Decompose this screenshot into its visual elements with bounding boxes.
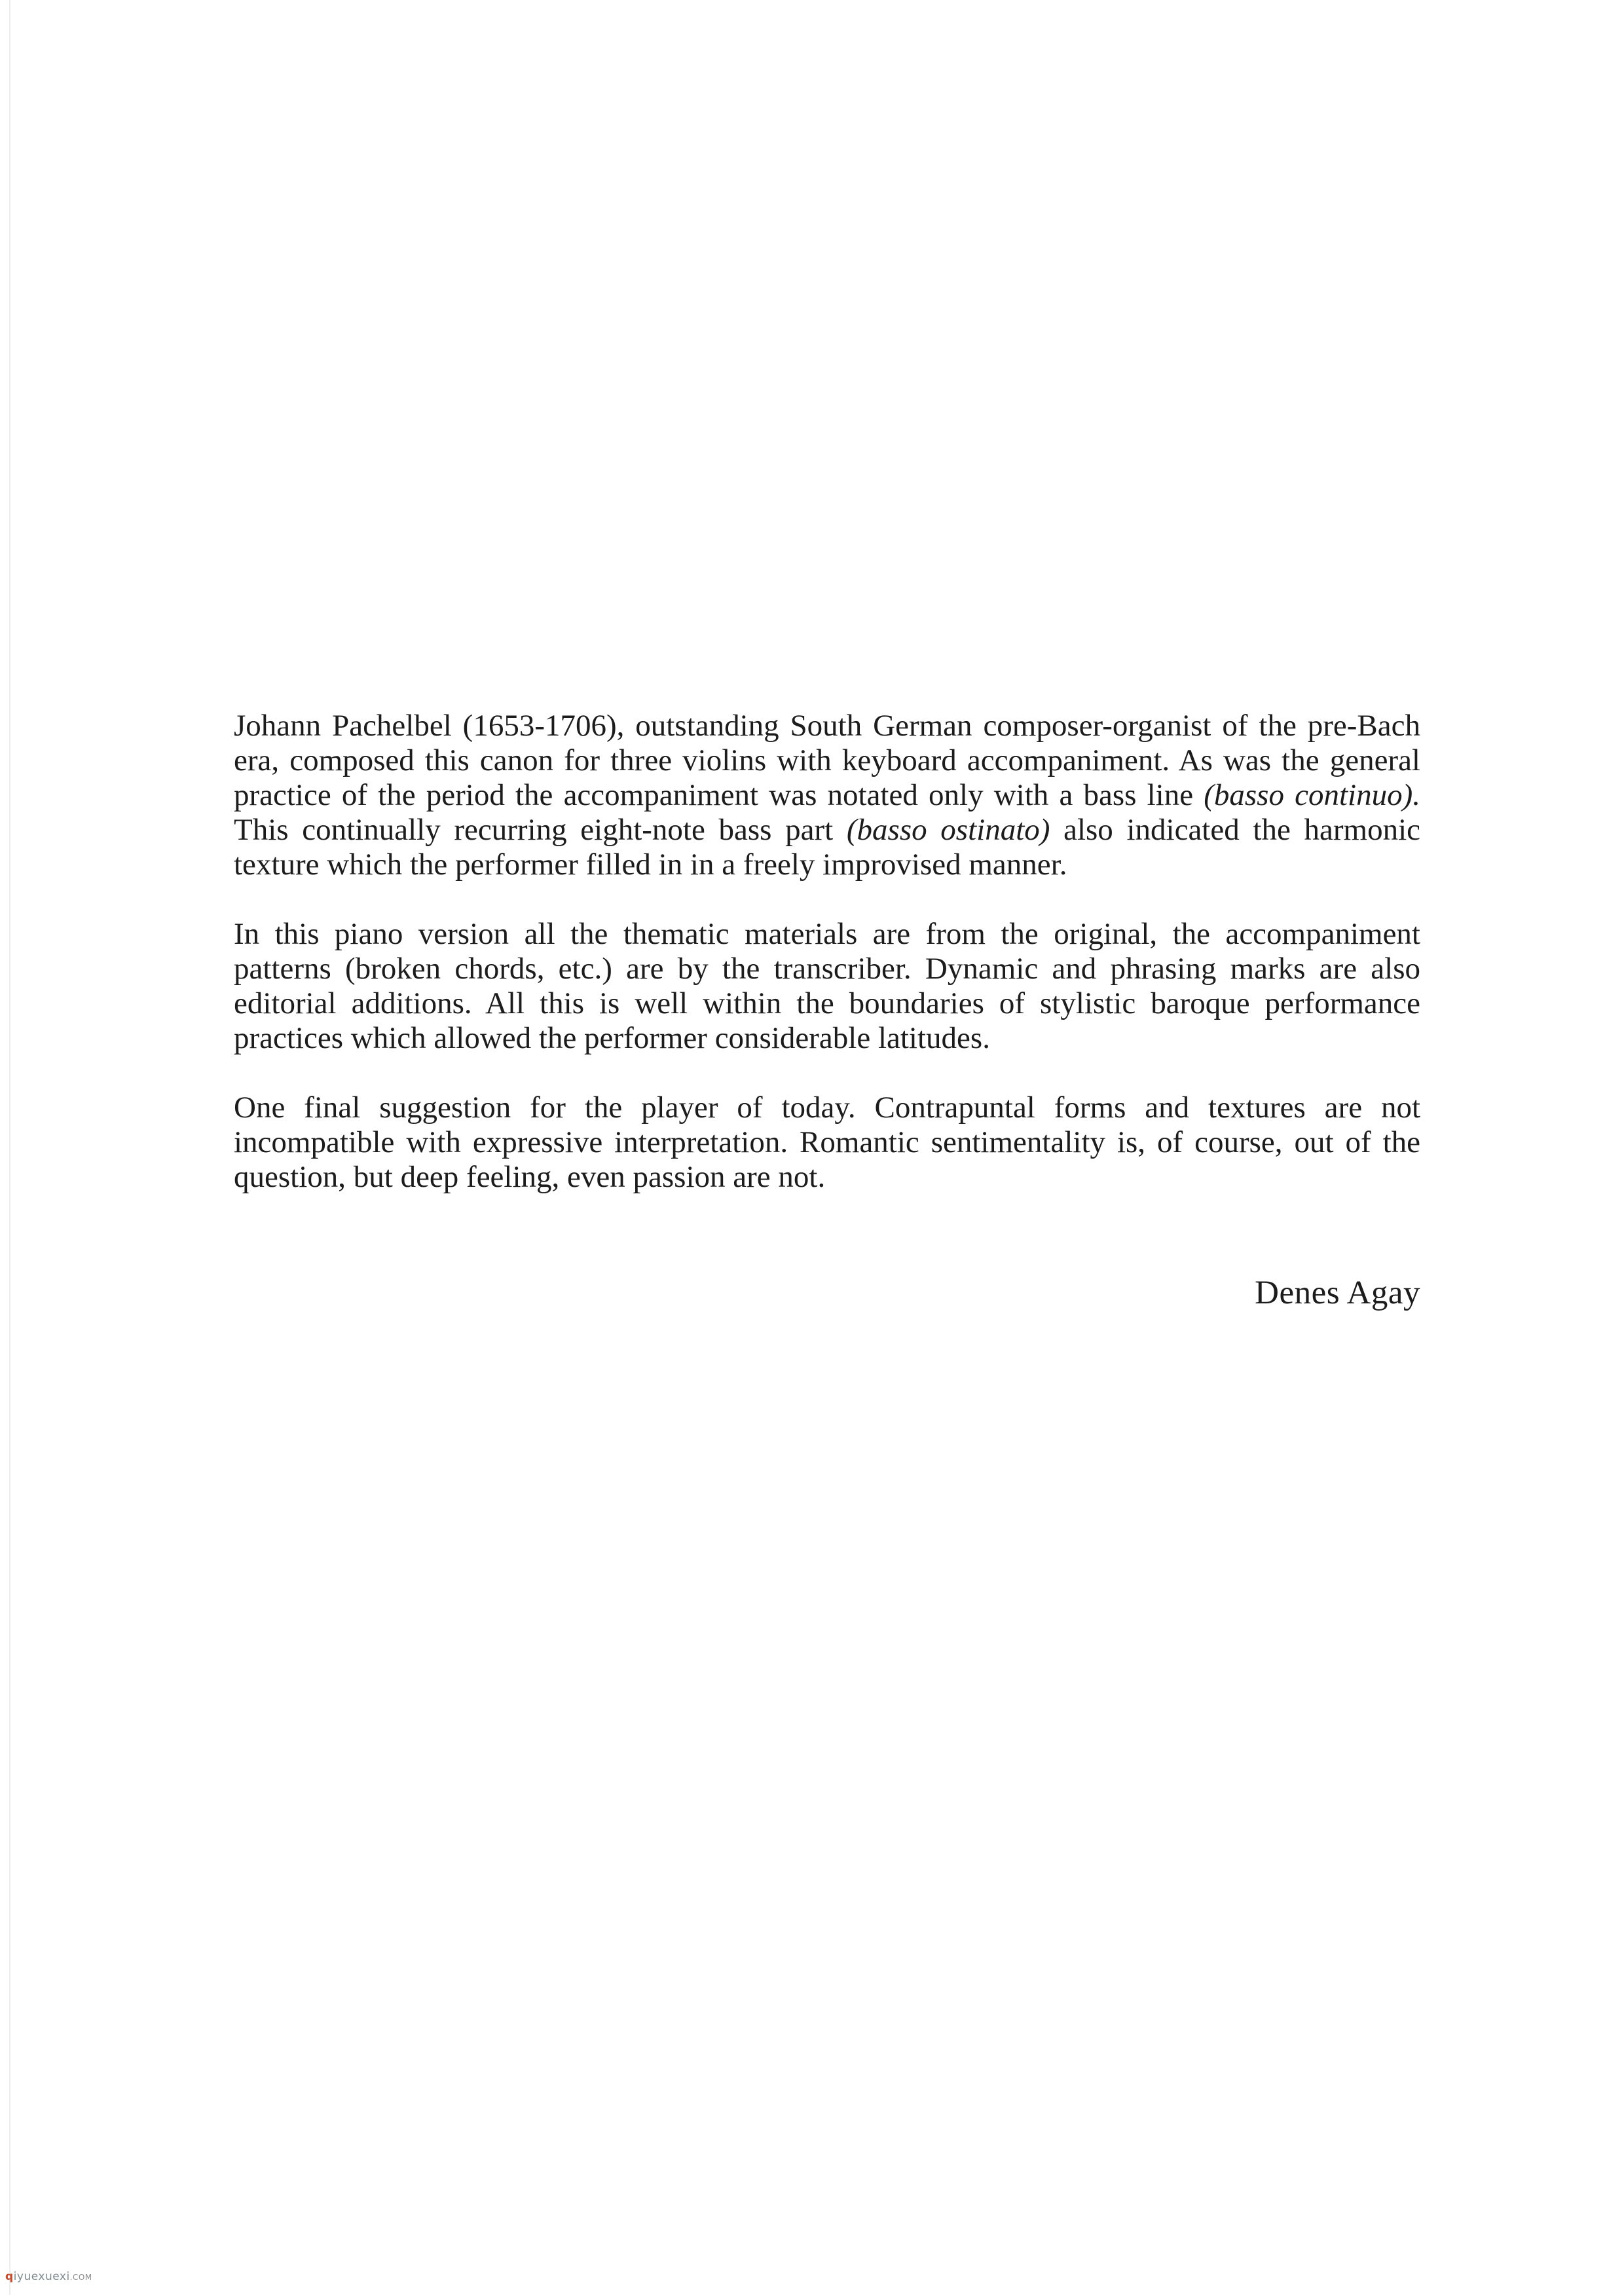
text-run: This continually recurring eight-note bass part bbox=[234, 813, 847, 847]
page-edge bbox=[9, 0, 10, 2295]
text-run: One final suggestion for the player of today. Contrapuntal forms and textures are not incompatible with expressive interpretation. Romantic sentimentality is, of course, out of the question, but deep feeling, even passion are not. bbox=[234, 1091, 1420, 1194]
text-run-italic: (basso continuo). bbox=[1204, 778, 1420, 812]
paragraph-3 bbox=[234, 1091, 1420, 1195]
signature: Denes Agay bbox=[1255, 1275, 1420, 1311]
text-run: also indicated the harmonic texture which the performer filled in in a freely improvised manner. bbox=[234, 813, 1420, 882]
preface-text bbox=[234, 709, 1420, 1195]
paragraph-1 bbox=[234, 709, 1420, 882]
site-watermark bbox=[5, 2270, 92, 2284]
text-run: In this piano version all the thematic materials are from the original, the accompaniment patterns (broken chords, etc.) are by the transcriber. Dynamic and phrasing marks are also editorial additions. All this is well within the boundaries of stylistic baroque performance practices which allowed the performer considerable latitudes. bbox=[234, 917, 1420, 1055]
text-run: Johann Pachelbel (1653-1706), outstanding South German composer-organist of the pre-Bach era, composed this canon for three violins with keyboard accompaniment. As was the general practice of the period the accompaniment was notated only with a bass line bbox=[234, 709, 1420, 812]
watermark-domain: .COM bbox=[69, 2273, 92, 2282]
text-run-italic: (basso ostinato) bbox=[846, 813, 1050, 847]
watermark-name: iyuexuexi bbox=[13, 2270, 70, 2283]
paragraph-2 bbox=[234, 917, 1420, 1056]
watermark-accent: q bbox=[5, 2270, 14, 2283]
